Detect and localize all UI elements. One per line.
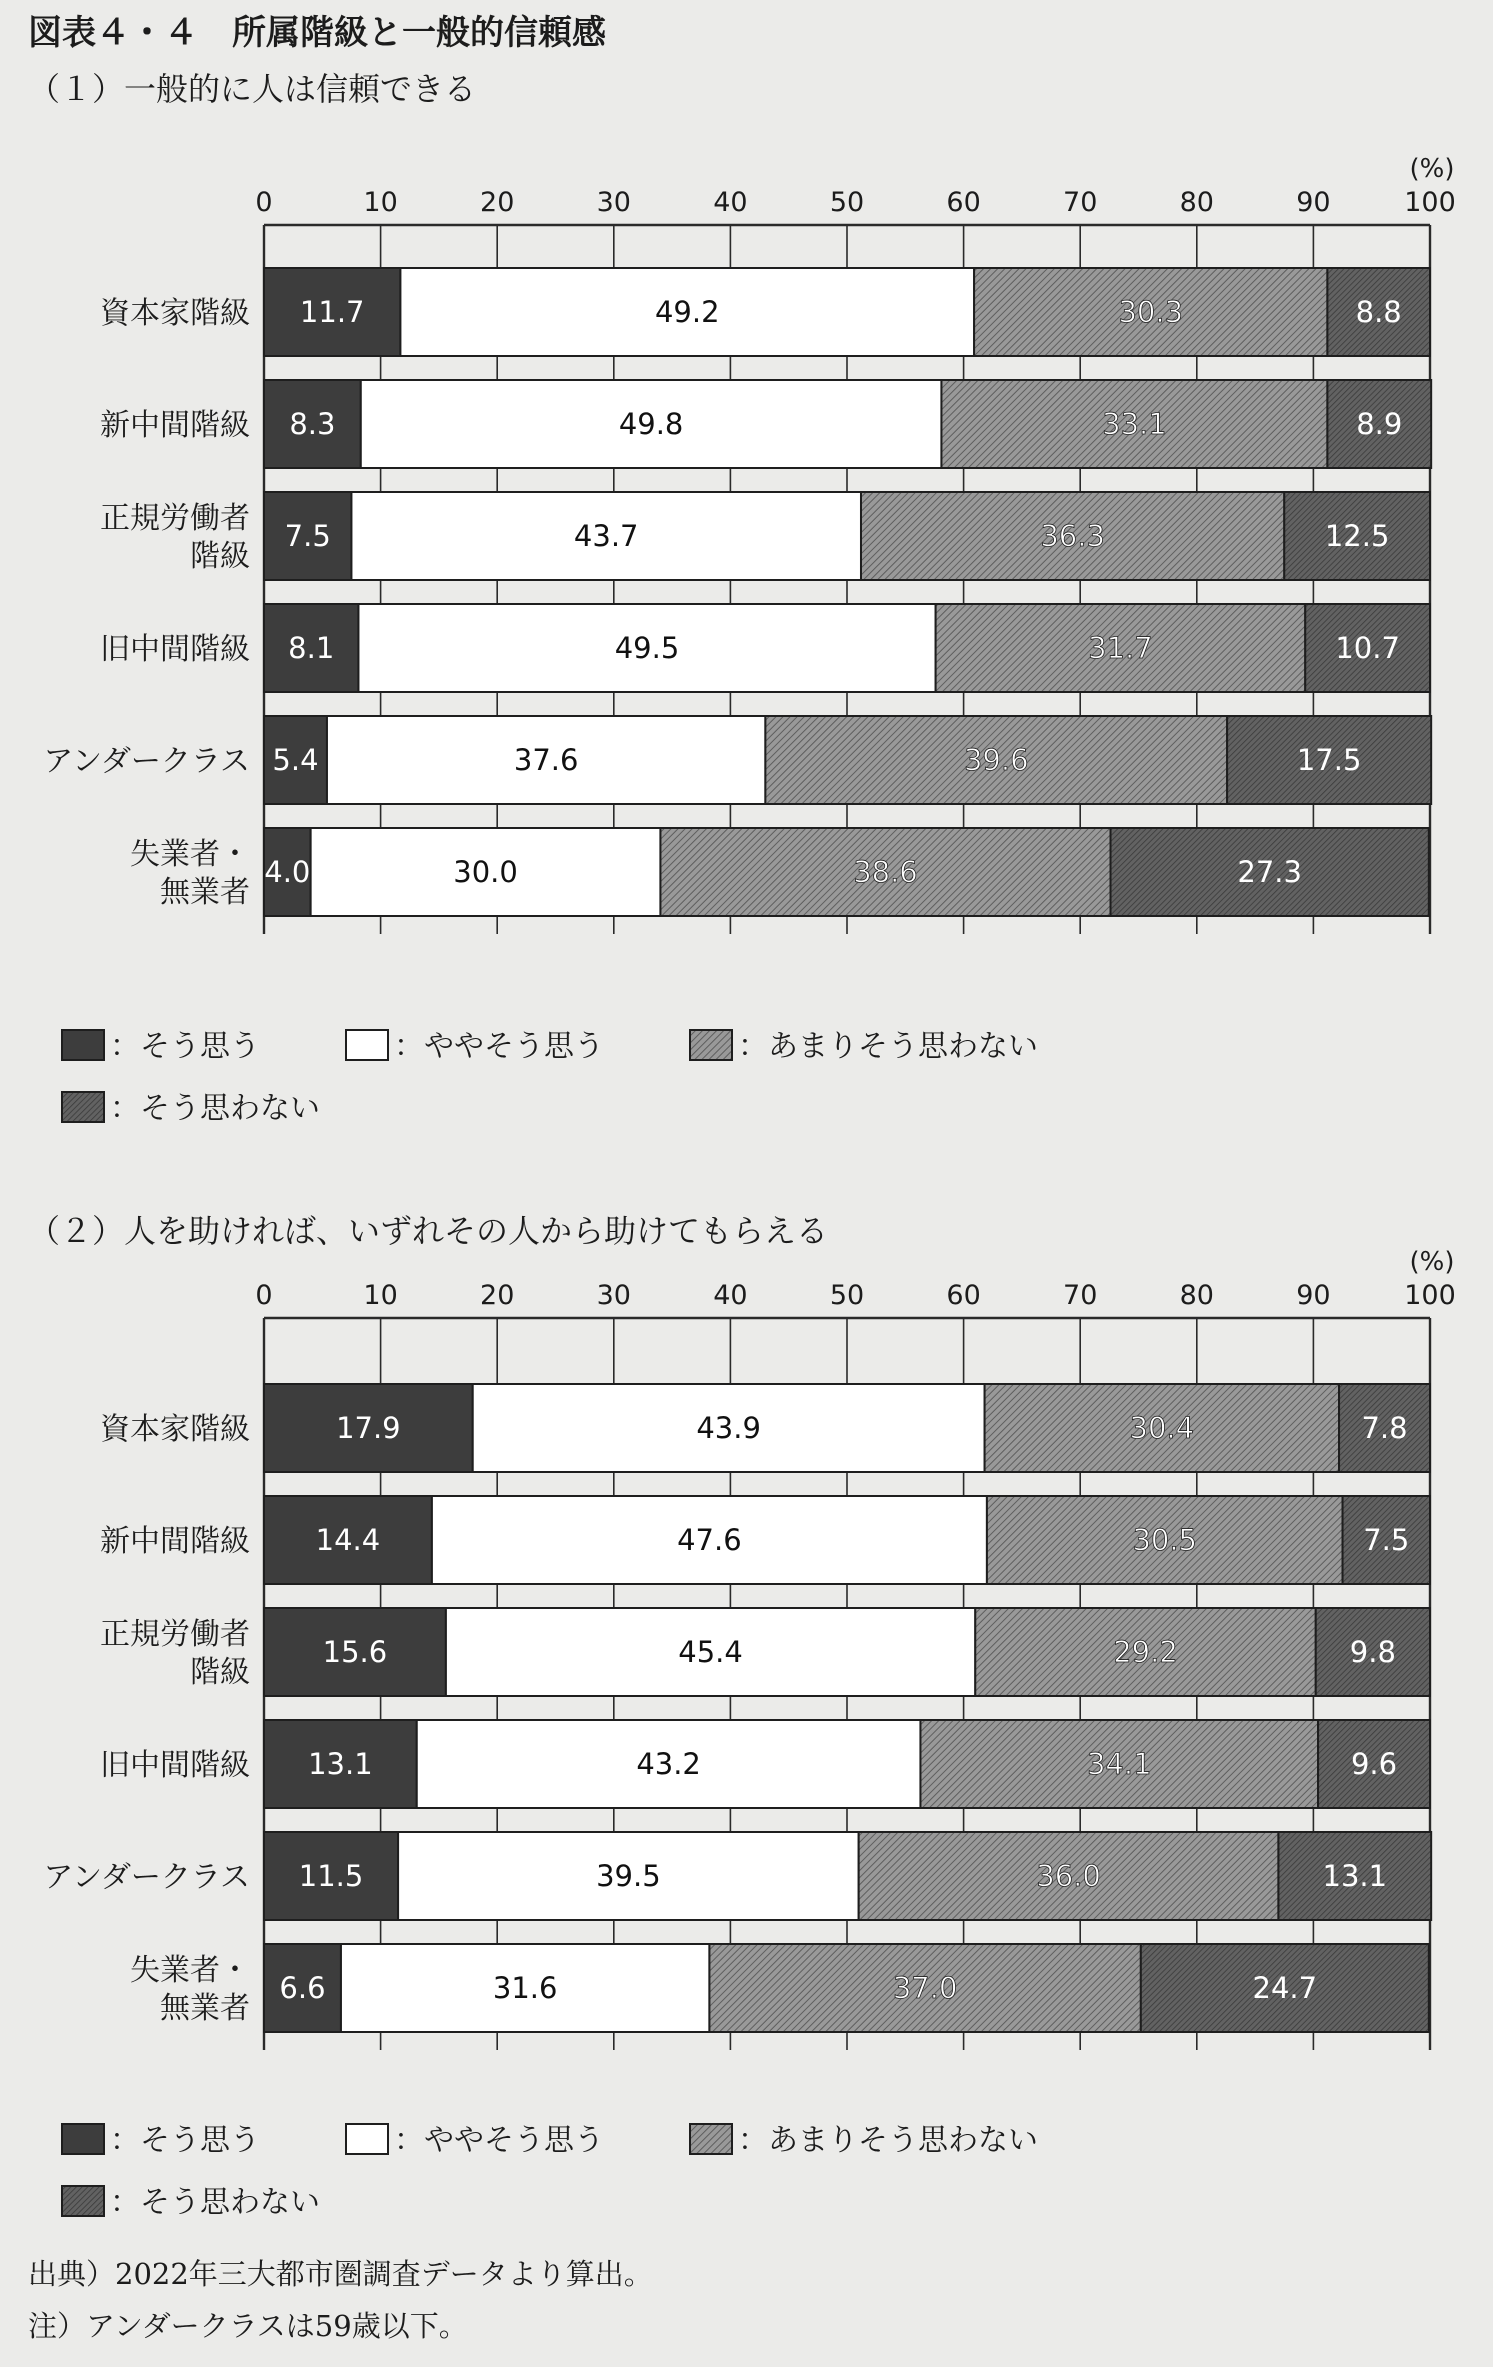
category-label: 旧中間階級 [100, 632, 250, 667]
x-tick-label: 100 [1404, 1280, 1456, 1311]
x-tick-label: 50 [829, 1280, 865, 1311]
data-label: 24.7 [1252, 1971, 1318, 2005]
data-label: 8.9 [1356, 407, 1403, 441]
chart-panel-1 [28, 70, 1456, 1126]
data-label: 47.6 [677, 1523, 742, 1557]
data-label: 7.8 [1361, 1411, 1408, 1445]
data-label: 30.5 [1132, 1523, 1198, 1557]
x-tick-label: 20 [480, 187, 515, 218]
unit-label: (%) [1409, 1247, 1455, 1277]
x-tick-label: 60 [946, 1280, 981, 1311]
category-label: アンダークラス [43, 1860, 250, 1895]
chart-layer [28, 70, 1456, 2220]
chart-panel-2 [28, 1212, 1456, 2220]
legend-swatch-not-much [690, 1030, 732, 1060]
legend-label: ：そう思わない [110, 2185, 320, 2220]
data-label: 39.5 [596, 1859, 661, 1893]
x-tick-label: 70 [1063, 1280, 1098, 1311]
x-tick-label: 40 [713, 1280, 748, 1311]
data-label: 8.1 [288, 631, 335, 665]
category-label: 正規労働者 [100, 1617, 250, 1652]
data-label: 12.5 [1324, 519, 1390, 553]
category-label: 失業者・ [130, 837, 250, 872]
data-label: 38.6 [853, 855, 918, 889]
data-label: 34.1 [1086, 1747, 1152, 1781]
data-label: 37.0 [892, 1971, 958, 2005]
category-label: 資本家階級 [100, 1412, 250, 1447]
figure-title: 図表４・４ 所属階級と一般的信頼感 [28, 13, 606, 53]
chart-subtitle: （２）人を助ければ、いずれその人から助けてもらえる [28, 1212, 829, 1250]
category-label: 階級 [190, 1655, 250, 1690]
x-tick-label: 70 [1063, 187, 1098, 218]
data-label: 43.2 [636, 1747, 701, 1781]
data-label: 49.5 [614, 631, 680, 665]
data-label: 7.5 [1363, 1523, 1410, 1557]
category-label: アンダークラス [43, 744, 250, 779]
category-label: 階級 [190, 539, 250, 574]
data-label: 36.3 [1040, 519, 1105, 553]
data-label: 43.7 [573, 519, 639, 553]
data-label: 17.9 [336, 1411, 401, 1445]
x-tick-label: 0 [255, 1280, 273, 1311]
legend-label: ：ややそう思う [394, 2123, 604, 2158]
category-label: 資本家階級 [100, 296, 250, 331]
category-label: 無業者 [160, 1991, 250, 2026]
x-tick-label: 40 [713, 187, 748, 218]
data-label: 6.6 [279, 1971, 326, 2005]
x-tick-label: 100 [1404, 187, 1456, 218]
data-label: 27.3 [1237, 855, 1302, 889]
data-label: 49.2 [654, 295, 720, 329]
data-label: 9.6 [1350, 1747, 1398, 1781]
data-label: 9.8 [1349, 1635, 1396, 1669]
x-tick-label: 0 [255, 187, 273, 218]
data-label: 14.4 [315, 1523, 381, 1557]
x-tick-label: 60 [946, 187, 981, 218]
category-label: 新中間階級 [100, 408, 250, 443]
chart-subtitle: （１）一般的に人は信頼できる [28, 70, 477, 108]
x-tick-label: 10 [363, 187, 398, 218]
legend-label: ：そう思う [110, 1029, 260, 1064]
legend-swatch-somewhat-agree [346, 2124, 388, 2154]
x-tick-label: 30 [596, 1280, 631, 1311]
data-label: 10.7 [1335, 631, 1400, 665]
legend-label: ：あまりそう思わない [738, 2123, 1038, 2158]
data-label: 31.6 [492, 1971, 558, 2005]
data-label: 37.6 [513, 743, 579, 777]
data-label: 49.8 [618, 407, 684, 441]
x-tick-label: 30 [596, 187, 631, 218]
data-label: 17.5 [1296, 743, 1362, 777]
unit-label: (%) [1409, 154, 1455, 184]
data-label: 13.1 [308, 1747, 373, 1781]
data-label: 30.4 [1129, 1411, 1195, 1445]
category-label: 旧中間階級 [100, 1748, 250, 1783]
legend-label: ：そう思う [110, 2123, 260, 2158]
category-label: 失業者・ [130, 1953, 250, 1988]
data-label: 45.4 [678, 1635, 743, 1669]
data-label: 15.6 [322, 1635, 388, 1669]
legend-swatch-disagree [62, 2186, 104, 2216]
data-label: 8.3 [289, 407, 336, 441]
data-label: 33.1 [1102, 407, 1167, 441]
legend-swatch-agree [62, 1030, 104, 1060]
legend-swatch-somewhat-agree [346, 1030, 388, 1060]
data-label: 30.3 [1118, 295, 1184, 329]
legend-label: ：あまりそう思わない [738, 1029, 1038, 1064]
data-label: 31.7 [1088, 631, 1153, 665]
legend-swatch-not-much [690, 2124, 732, 2154]
data-label: 36.0 [1036, 1859, 1101, 1893]
data-label: 39.6 [963, 743, 1029, 777]
data-label: 8.8 [1355, 295, 1402, 329]
data-label: 29.2 [1113, 1635, 1178, 1669]
x-tick-label: 80 [1179, 187, 1214, 218]
data-label: 11.7 [299, 295, 365, 329]
legend-swatch-agree [62, 2124, 104, 2154]
data-label: 11.5 [298, 1859, 364, 1893]
source-note: 出典）2022年三大都市圏調査データより算出。 [28, 2257, 653, 2291]
x-tick-label: 50 [829, 187, 865, 218]
legend-label: ：ややそう思う [394, 1029, 604, 1064]
legend-swatch-disagree [62, 1092, 104, 1122]
x-tick-label: 20 [480, 1280, 515, 1311]
data-label: 4.0 [264, 855, 311, 889]
legend-label: ：そう思わない [110, 1091, 320, 1126]
x-tick-label: 90 [1296, 1280, 1331, 1311]
x-tick-label: 80 [1179, 1280, 1214, 1311]
data-label: 7.5 [284, 519, 331, 553]
category-label: 正規労働者 [100, 501, 250, 536]
category-label: 新中間階級 [100, 1524, 250, 1559]
data-label: 13.1 [1322, 1859, 1388, 1893]
x-tick-label: 10 [363, 1280, 398, 1311]
data-label: 30.0 [453, 855, 518, 889]
data-label: 43.9 [696, 1411, 761, 1445]
footnote: 注）アンダークラスは59歳以下。 [28, 2309, 468, 2343]
data-label: 5.4 [272, 743, 319, 777]
category-label: 無業者 [160, 875, 250, 910]
x-tick-label: 90 [1296, 187, 1331, 218]
